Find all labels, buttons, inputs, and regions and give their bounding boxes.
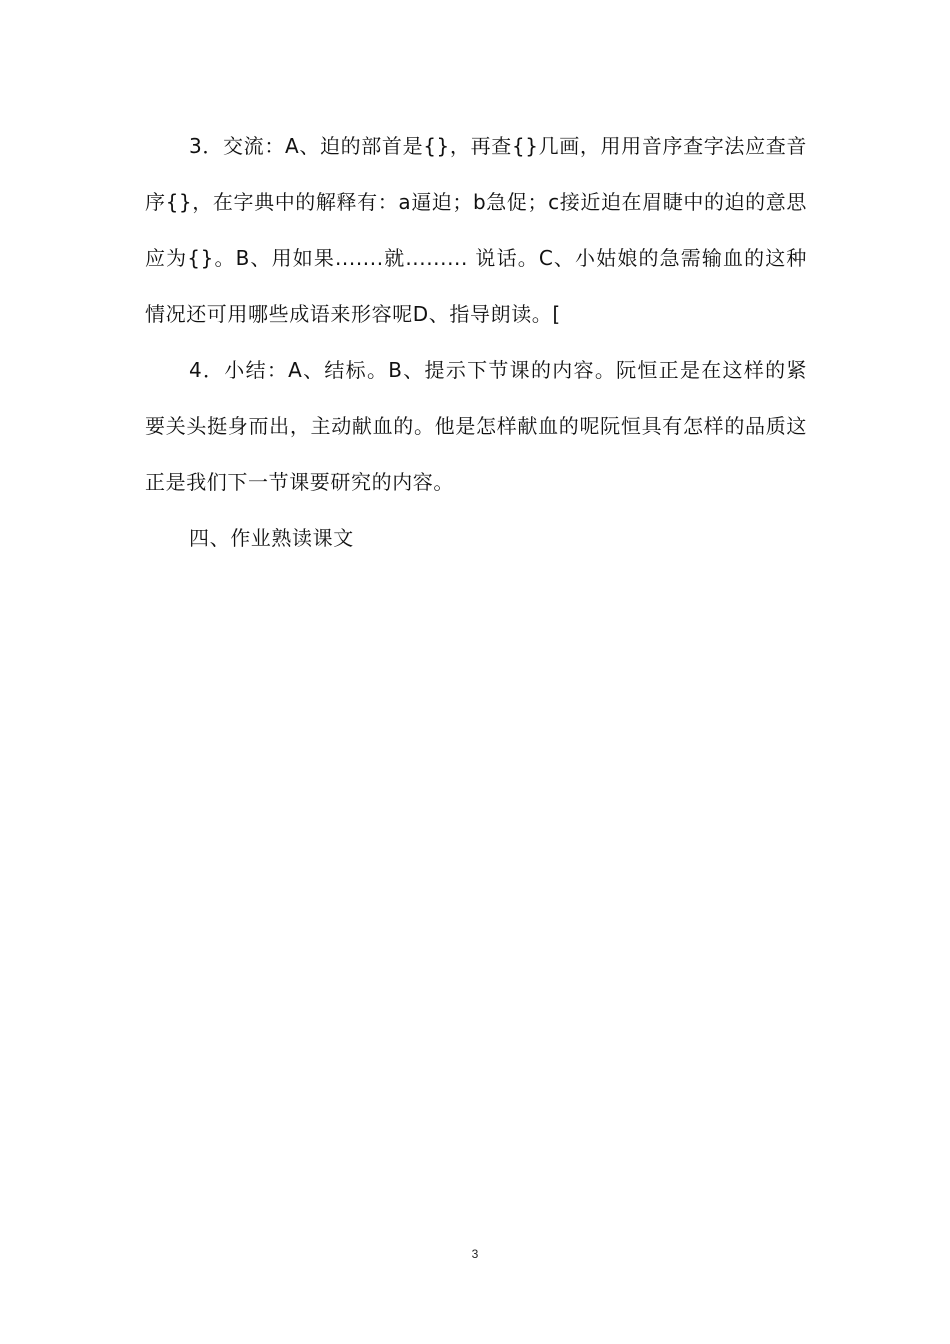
paragraph-exchange: 3．交流：A、迫的部首是{}，再查{}几画，用用音序查字法应查音序{}，在字典中的解释有：a逼迫；b急促；c接近迫在眉睫中的迫的意思应为{}。B、用如果.......就......... 说话。C、小姑娘的急需输血的这种情况还可用哪些成语来形容呢D、指导朗读。[ xyxy=(145,134,807,326)
document-body xyxy=(145,118,807,566)
page-number: 3 xyxy=(471,1247,479,1261)
paragraph-summary: 4．小结：A、结标。B、提示下节课的内容。阮恒正是在这样的紧要关头挺身而出，主动献血的。他是怎样献血的呢阮恒具有怎样的品质这正是我们下一节课要研究的内容。 xyxy=(145,358,807,494)
paragraph-homework: 四、作业熟读课文 xyxy=(189,526,354,550)
